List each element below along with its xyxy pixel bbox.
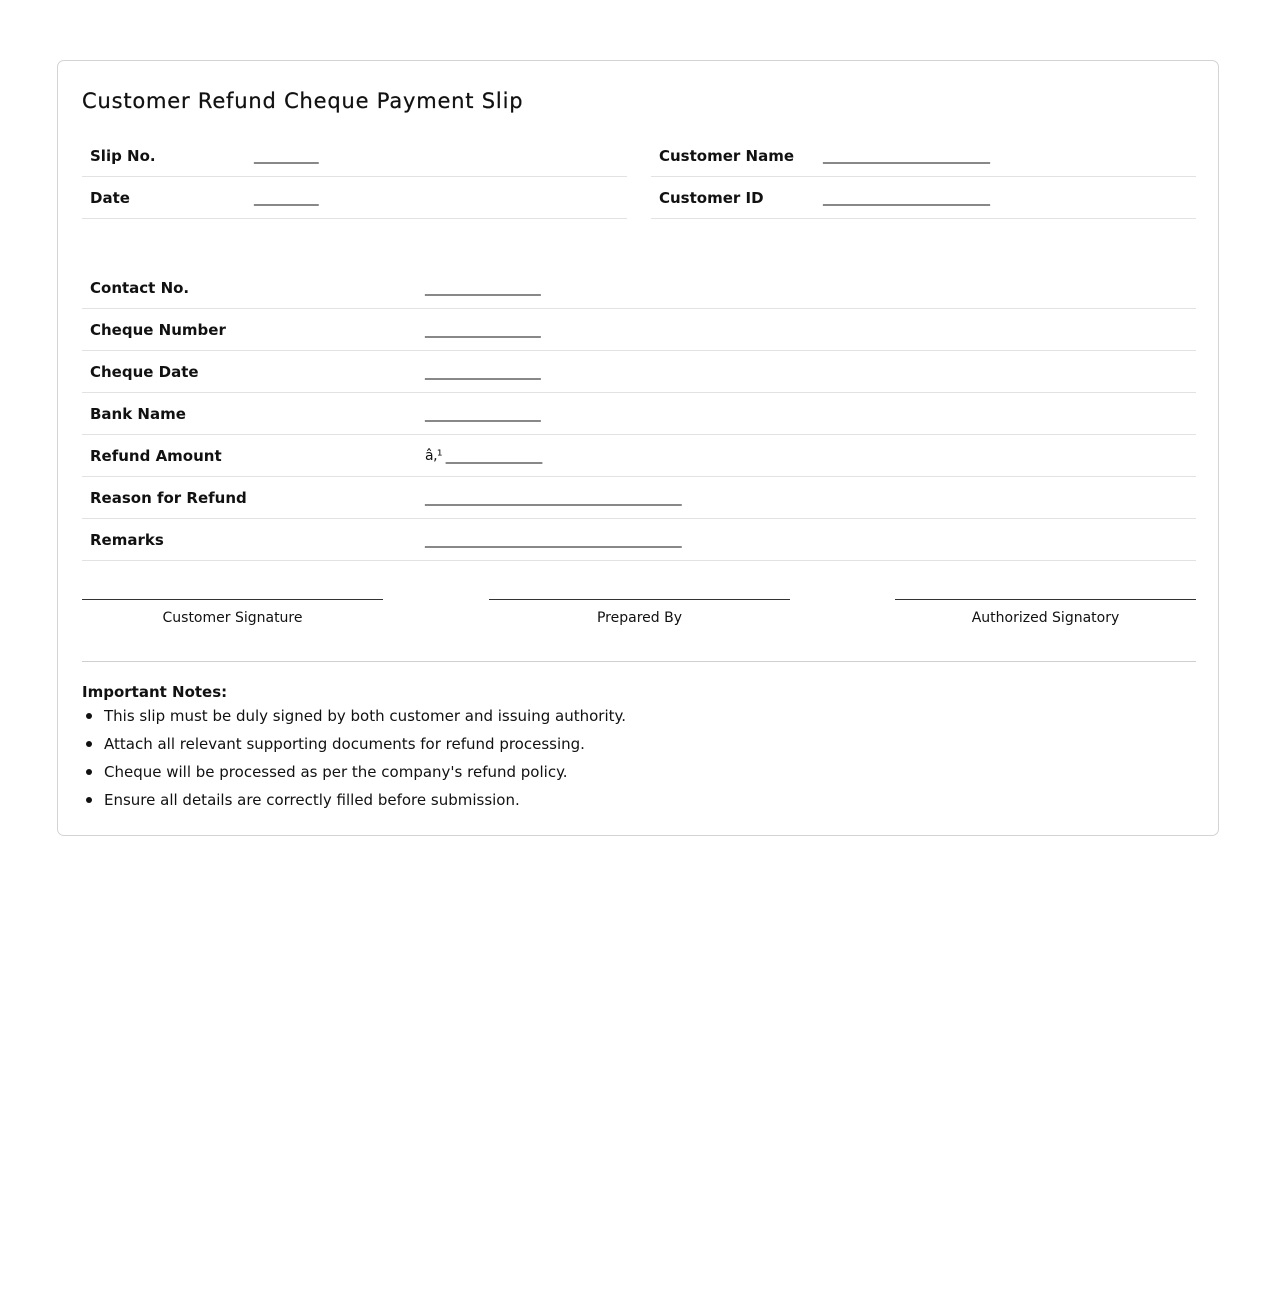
bank-name-label: Bank Name [90,405,186,423]
slip-no-row [82,135,627,177]
customer-name-label: Customer Name [659,147,794,165]
note-item [82,730,1182,758]
note-text: Attach all relevant supporting documents for refund processing. [104,735,585,753]
section-divider [82,661,1196,662]
cheque-date-label: Cheque Date [90,363,199,381]
bullet-icon [86,741,92,747]
note-item [82,786,1182,814]
reason-row [82,477,1196,519]
remarks-row [82,519,1196,561]
authorized-signatory-label: Authorized Signatory [971,610,1120,626]
remarks-label: Remarks [90,531,164,549]
customer-name-field[interactable]: __________________________ [823,148,990,164]
bullet-icon [86,713,92,719]
note-text: This slip must be duly signed by both customer and issuing authority. [104,707,626,725]
bank-name-row [82,393,1196,435]
note-text: Cheque will be processed as per the company's refund policy. [104,763,568,781]
cheque-date-row [82,351,1196,393]
refund-amount-field[interactable]: â‚¹ _______________ [425,448,542,464]
contact-no-label: Contact No. [90,279,190,297]
note-item [82,702,1182,730]
signature-section [82,599,1196,639]
bank-name-field[interactable]: __________________ [425,406,541,422]
notes-title: Important Notes: [82,683,228,701]
cheque-number-label: Cheque Number [90,321,226,339]
important-notes [82,682,1182,814]
remarks-field[interactable]: ________________________________________ [425,532,682,548]
customer-signature-line[interactable] [82,599,383,626]
customer-id-label: Customer ID [659,189,764,207]
cheque-number-row [82,309,1196,351]
customer-signature-label: Customer Signature [162,610,303,626]
customer-id-row [651,177,1196,219]
cheque-date-field[interactable]: __________________ [425,364,541,380]
customer-name-row [651,135,1196,177]
contact-no-row [82,267,1196,309]
date-field[interactable]: __________ [254,190,319,206]
refund-amount-row [82,435,1196,477]
reason-field[interactable]: ________________________________________ [425,490,682,506]
reason-label: Reason for Refund [90,489,247,507]
contact-no-field[interactable]: __________________ [425,280,541,296]
note-item [82,758,1182,786]
notes-list [82,702,1182,814]
details-table [82,267,1196,561]
slip-no-label: Slip No. [90,147,156,165]
cheque-number-field[interactable]: __________________ [425,322,541,338]
prepared-by-label: Prepared By [596,610,682,626]
note-text: Ensure all details are correctly filled before submission. [104,791,520,809]
header-right-column [651,135,1196,219]
date-row [82,177,627,219]
page-title: Customer Refund Cheque Payment Slip [82,89,524,113]
prepared-by-line[interactable] [489,599,790,626]
slip-no-field[interactable]: __________ [254,148,319,164]
bullet-icon [86,769,92,775]
header-left-column [82,135,627,219]
bullet-icon [86,797,92,803]
refund-amount-label: Refund Amount [90,447,222,465]
date-label: Date [90,189,130,207]
customer-id-field[interactable]: __________________________ [823,190,990,206]
refund-slip-card [57,60,1219,836]
authorized-signatory-line[interactable] [895,599,1196,626]
